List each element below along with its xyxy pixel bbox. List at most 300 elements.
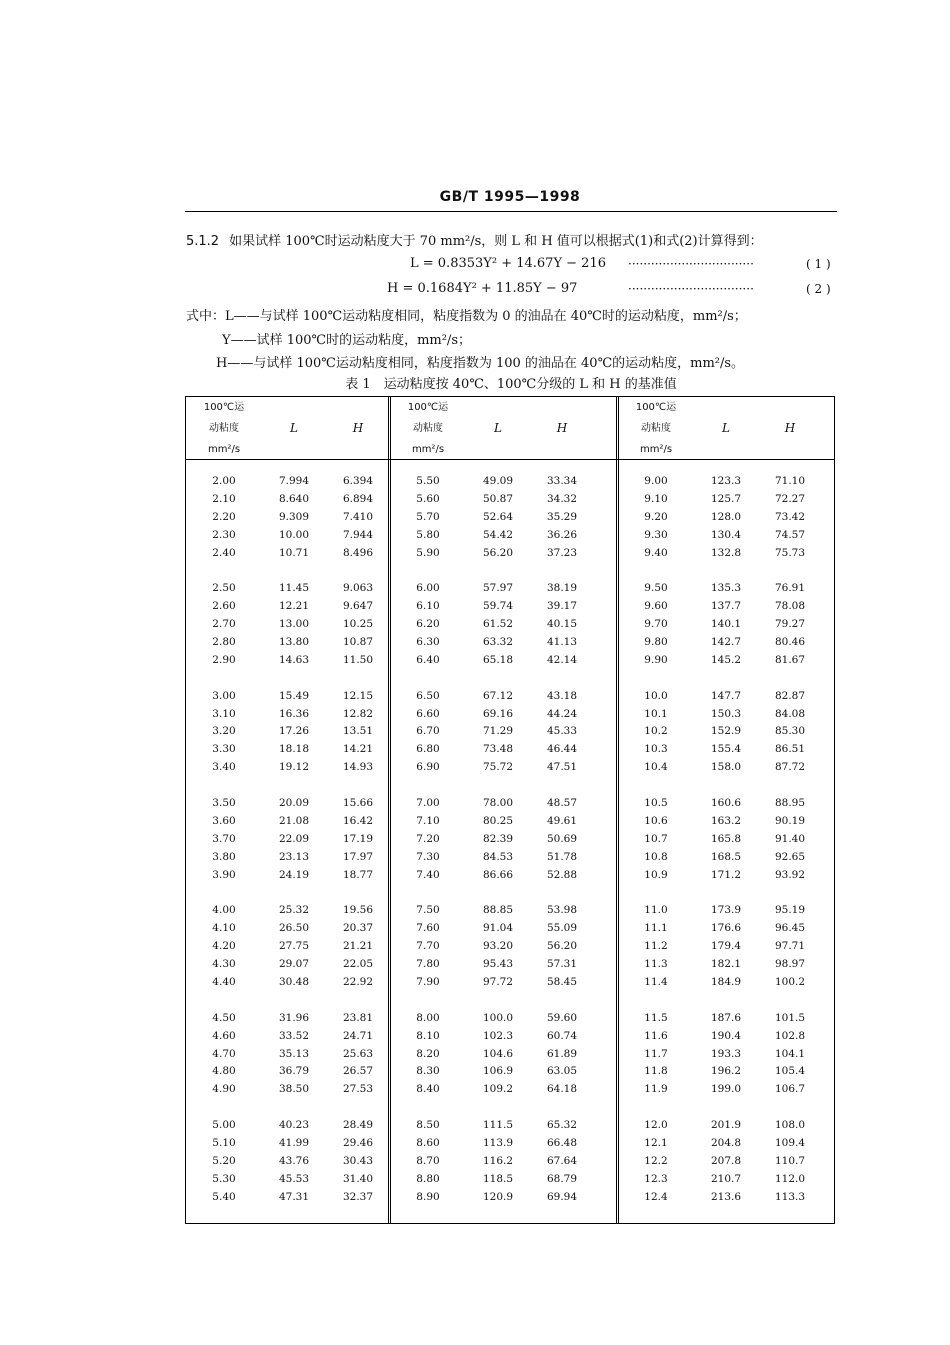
table-cell: 163.2	[710, 814, 742, 827]
table-cell: 10.5	[644, 797, 668, 810]
table-cell: 65.32	[546, 1119, 578, 1132]
table-caption: 表 1 运动粘度按 40℃、100℃分级的 L 和 H 的基准值	[345, 377, 677, 392]
table-cell: 13.51	[342, 725, 374, 738]
table-cell: 3.70	[212, 832, 236, 845]
table-cell: 12.3	[644, 1172, 668, 1185]
table-cell: 28.49	[342, 1119, 374, 1132]
table-cell: 137.7	[710, 600, 742, 613]
table-cell: 17.19	[342, 832, 374, 845]
table-cell: 2.40	[212, 546, 236, 559]
table-cell: 6.40	[416, 653, 440, 666]
table-cell: 17.26	[278, 725, 310, 738]
table-cell: 59.74	[482, 600, 514, 613]
table-cell: 27.53	[342, 1083, 374, 1096]
table-cell: 12.82	[342, 707, 374, 720]
table-cell: 91.40	[774, 832, 806, 845]
header-kv-line: 100℃运	[407, 402, 449, 413]
table-cell: 8.50	[416, 1119, 440, 1132]
table-cell: 20.09	[278, 797, 310, 810]
table-cell: 68.79	[546, 1172, 578, 1185]
table-cell: 38.50	[278, 1083, 310, 1096]
table-cell: 150.3	[710, 707, 742, 720]
table-cell: 10.6	[644, 814, 668, 827]
table-cell: 13.80	[278, 636, 310, 649]
table-cell: 80.25	[482, 814, 514, 827]
table-cell: 110.7	[774, 1154, 806, 1167]
table-cell: 3.60	[212, 814, 236, 827]
table-cell: 51.78	[546, 850, 578, 863]
table-cell: 98.97	[774, 958, 806, 971]
table-cell: 3.50	[212, 797, 236, 810]
table-cell: 19.56	[342, 904, 374, 917]
table-cell: 86.51	[774, 743, 806, 756]
table-cell: 9.309	[278, 510, 310, 523]
table-cell: 29.07	[278, 958, 310, 971]
column-v	[196, 473, 252, 1207]
table-cell: 95.43	[482, 958, 514, 971]
table-cell: 88.85	[482, 904, 514, 917]
table-cell: 8.40	[416, 1083, 440, 1096]
equation-1-leader: ·································	[628, 257, 754, 271]
table-cell: 43.76	[278, 1154, 310, 1167]
table-cell: 12.2	[644, 1154, 668, 1167]
table-cell: 4.10	[212, 922, 236, 935]
table-cell: 4.90	[212, 1083, 236, 1096]
table-cell: 10.87	[342, 636, 374, 649]
table-cell: 8.20	[416, 1047, 440, 1060]
table-cell: 49.09	[482, 475, 514, 487]
equation-2: H = 0.1684Y² + 11.85Y − 97	[387, 281, 578, 296]
table-cell: 11.6	[644, 1029, 668, 1042]
table-cell: 12.4	[644, 1190, 668, 1203]
table-cell: 12.21	[278, 600, 310, 613]
table-cell: 7.40	[416, 868, 440, 881]
table-cell: 67.12	[482, 689, 514, 702]
table-cell: 7.90	[416, 975, 440, 988]
table-cell: 73.42	[774, 510, 806, 523]
table-cell: 2.50	[212, 582, 236, 595]
table-cell: 10.0	[644, 689, 668, 702]
column-L	[696, 473, 756, 1207]
table-cell: 54.42	[482, 528, 514, 541]
table-cell: 6.894	[342, 492, 374, 505]
table-cell: 46.44	[546, 743, 578, 756]
table-cell: 123.3	[710, 475, 742, 487]
table-cell: 27.75	[278, 940, 310, 953]
table-cell: 5.70	[416, 510, 440, 523]
table-cell: 9.60	[644, 600, 668, 613]
table-cell: 11.2	[644, 940, 668, 953]
table-cell: 155.4	[710, 743, 742, 756]
table-cell: 168.5	[710, 850, 742, 863]
table-cell: 24.19	[278, 868, 310, 881]
table-cell: 33.52	[278, 1029, 310, 1042]
header-H: H	[352, 421, 364, 435]
where-line-Y: Y——试样 100℃时的运动粘度，mm²/s；	[222, 333, 471, 348]
table-cell: 4.80	[212, 1065, 236, 1078]
table-cell: 9.00	[644, 475, 668, 487]
standard-header: GB/T 1995—1998	[439, 189, 581, 205]
table-cell: 7.00	[416, 797, 440, 810]
table-cell: 199.0	[710, 1083, 742, 1096]
table-cell: 11.45	[278, 582, 310, 595]
table-cell: 35.29	[546, 510, 578, 523]
table-cell: 12.15	[342, 689, 374, 702]
table-cell: 25.63	[342, 1047, 374, 1060]
table-cell: 13.00	[278, 618, 310, 631]
table-cell: 57.31	[546, 958, 578, 971]
table-cell: 50.87	[482, 492, 514, 505]
header-kv-line: mm²/s	[411, 444, 445, 455]
table-cell: 132.8	[710, 546, 742, 559]
table-cell: 158.0	[710, 761, 742, 774]
table-cell: 61.89	[546, 1047, 578, 1060]
table-cell: 75.72	[482, 761, 514, 774]
table-cell: 61.52	[482, 618, 514, 631]
table-cell: 5.80	[416, 528, 440, 541]
table-cell: 76.91	[774, 582, 806, 595]
table-cell: 9.063	[342, 582, 374, 595]
table-cell: 65.18	[482, 653, 514, 666]
table-cell: 73.48	[482, 743, 514, 756]
table-cell: 130.4	[710, 528, 742, 541]
table-cell: 55.09	[546, 922, 578, 935]
table-cell: 9.80	[644, 636, 668, 649]
table-cell: 17.97	[342, 850, 374, 863]
table-cell: 5.10	[212, 1136, 236, 1149]
table-cell: 6.20	[416, 618, 440, 631]
table-cell: 40.15	[546, 618, 578, 631]
table-cell: 48.57	[546, 797, 578, 810]
table-cell: 75.73	[774, 546, 806, 559]
table-cell: 87.72	[774, 761, 806, 774]
table-cell: 9.30	[644, 528, 668, 541]
table-cell: 8.640	[278, 492, 310, 505]
table-cell: 7.994	[278, 475, 310, 487]
table-cell: 23.81	[342, 1011, 374, 1024]
table-cell: 109.4	[774, 1136, 806, 1149]
table-cell: 72.27	[774, 492, 806, 505]
table-cell: 52.64	[482, 510, 514, 523]
table-cell: 7.60	[416, 922, 440, 935]
table-cell: 106.7	[774, 1083, 806, 1096]
table-cell: 10.7	[644, 832, 668, 845]
table-cell: 9.40	[644, 546, 668, 559]
table-cell: 18.18	[278, 743, 310, 756]
table-cell: 120.9	[482, 1190, 514, 1203]
table-cell: 67.64	[546, 1154, 578, 1167]
column-divider	[388, 397, 391, 1223]
column-L	[468, 473, 528, 1207]
section-number: 5.1.2	[186, 234, 220, 249]
table-cell: 4.40	[212, 975, 236, 988]
table-cell: 37.23	[546, 546, 578, 559]
table-cell: 97.71	[774, 940, 806, 953]
table-cell: 9.20	[644, 510, 668, 523]
table-cell: 20.37	[342, 922, 374, 935]
table-cell: 142.7	[710, 636, 742, 649]
table-cell: 4.00	[212, 904, 236, 917]
table-cell: 12.1	[644, 1136, 668, 1149]
table-cell: 10.9	[644, 868, 668, 881]
table-cell: 140.1	[710, 618, 742, 631]
table-cell: 108.0	[774, 1119, 806, 1132]
table-cell: 63.05	[546, 1065, 578, 1078]
header-kv-line: mm²/s	[207, 444, 241, 455]
column-L	[264, 473, 324, 1207]
table-cell: 196.2	[710, 1065, 742, 1078]
table-cell: 2.60	[212, 600, 236, 613]
table-cell: 7.70	[416, 940, 440, 953]
table-cell: 4.20	[212, 940, 236, 953]
header-rule-line	[186, 459, 834, 460]
table-cell: 69.94	[546, 1190, 578, 1203]
header-L: L	[290, 421, 298, 435]
table-cell: 26.57	[342, 1065, 374, 1078]
table-cell: 74.57	[774, 528, 806, 541]
table-cell: 8.10	[416, 1029, 440, 1042]
table-cell: 105.4	[774, 1065, 806, 1078]
table-cell: 113.9	[482, 1136, 514, 1149]
table-cell: 57.97	[482, 582, 514, 595]
table-cell: 9.647	[342, 600, 374, 613]
table-cell: 43.18	[546, 689, 578, 702]
table-cell: 56.20	[546, 940, 578, 953]
table-cell: 100.2	[774, 975, 806, 988]
table-cell: 125.7	[710, 492, 742, 505]
table-cell: 56.20	[482, 546, 514, 559]
table-cell: 64.18	[546, 1083, 578, 1096]
table-cell: 41.13	[546, 636, 578, 649]
table-cell: 182.1	[710, 958, 742, 971]
table-cell: 109.2	[482, 1083, 514, 1096]
table-cell: 187.6	[710, 1011, 742, 1024]
table-cell: 25.32	[278, 904, 310, 917]
table-cell: 84.08	[774, 707, 806, 720]
table-cell: 10.4	[644, 761, 668, 774]
table-cell: 10.00	[278, 528, 310, 541]
table-cell: 104.1	[774, 1047, 806, 1060]
table-cell: 21.21	[342, 940, 374, 953]
header-kv-line: 动粘度	[413, 423, 443, 434]
header-kinematic-viscosity	[400, 397, 456, 460]
table-cell: 15.66	[342, 797, 374, 810]
table-cell: 193.3	[710, 1047, 742, 1060]
table-cell: 190.4	[710, 1029, 742, 1042]
table-cell: 102.3	[482, 1029, 514, 1042]
table-cell: 3.20	[212, 725, 236, 738]
table-cell: 82.87	[774, 689, 806, 702]
table-cell: 184.9	[710, 975, 742, 988]
table-cell: 6.60	[416, 707, 440, 720]
table-cell: 23.13	[278, 850, 310, 863]
table-cell: 145.2	[710, 653, 742, 666]
column-H	[328, 473, 388, 1207]
table-cell: 135.3	[710, 582, 742, 595]
table-cell: 160.6	[710, 797, 742, 810]
table-cell: 8.30	[416, 1065, 440, 1078]
column-divider	[616, 397, 619, 1223]
table-cell: 5.20	[212, 1154, 236, 1167]
table-cell: 4.60	[212, 1029, 236, 1042]
table-cell: 47.31	[278, 1190, 310, 1203]
table-cell: 85.30	[774, 725, 806, 738]
table-cell: 71.29	[482, 725, 514, 738]
table-cell: 66.48	[546, 1136, 578, 1149]
table-cell: 9.90	[644, 653, 668, 666]
table-cell: 41.99	[278, 1136, 310, 1149]
table-cell: 10.25	[342, 618, 374, 631]
header-rule	[185, 211, 837, 212]
table-cell: 11.7	[644, 1047, 668, 1060]
table-cell: 112.0	[774, 1172, 806, 1185]
table-cell: 6.50	[416, 689, 440, 702]
table-cell: 6.70	[416, 725, 440, 738]
table-cell: 88.95	[774, 797, 806, 810]
table-cell: 8.60	[416, 1136, 440, 1149]
table-cell: 207.8	[710, 1154, 742, 1167]
table-cell: 31.40	[342, 1172, 374, 1185]
table-cell: 26.50	[278, 922, 310, 935]
table-cell: 8.70	[416, 1154, 440, 1167]
table-cell: 179.4	[710, 940, 742, 953]
table-cell: 32.37	[342, 1190, 374, 1203]
table-cell: 14.21	[342, 743, 374, 756]
table-cell: 6.394	[342, 475, 374, 487]
table-cell: 50.69	[546, 832, 578, 845]
table-cell: 152.9	[710, 725, 742, 738]
table-cell: 4.30	[212, 958, 236, 971]
where-line-H: H——与试样 100℃运动粘度相同，粘度指数为 100 的油品在 40℃的运动粘度，mm²/s。	[216, 356, 745, 371]
table-cell: 21.08	[278, 814, 310, 827]
table-cell: 12.0	[644, 1119, 668, 1132]
column-H	[760, 473, 820, 1207]
table-cell: 11.1	[644, 922, 668, 935]
table-cell: 8.80	[416, 1172, 440, 1185]
table-cell: 101.5	[774, 1011, 806, 1024]
table-cell: 39.17	[546, 600, 578, 613]
table-cell: 111.5	[482, 1119, 514, 1132]
table-cell: 45.53	[278, 1172, 310, 1185]
table-cell: 36.26	[546, 528, 578, 541]
table-cell: 11.5	[644, 1011, 668, 1024]
table-cell: 34.32	[546, 492, 578, 505]
table-cell: 93.20	[482, 940, 514, 953]
table-cell: 96.45	[774, 922, 806, 935]
table-cell: 30.43	[342, 1154, 374, 1167]
table-cell: 6.00	[416, 582, 440, 595]
table-cell: 10.3	[644, 743, 668, 756]
table-cell: 4.50	[212, 1011, 236, 1024]
table-cell: 84.53	[482, 850, 514, 863]
table-cell: 31.96	[278, 1011, 310, 1024]
table-cell: 8.90	[416, 1190, 440, 1203]
table-cell: 24.71	[342, 1029, 374, 1042]
table-cell: 10.71	[278, 546, 310, 559]
table-cell: 78.00	[482, 797, 514, 810]
table-cell: 3.00	[212, 689, 236, 702]
table-cell: 9.70	[644, 618, 668, 631]
table-cell: 6.90	[416, 761, 440, 774]
table-cell: 82.39	[482, 832, 514, 845]
table-cell: 173.9	[710, 904, 742, 917]
table-cell: 4.70	[212, 1047, 236, 1060]
table-cell: 14.63	[278, 653, 310, 666]
equation-2-leader: ·································	[628, 282, 754, 296]
table-cell: 6.30	[416, 636, 440, 649]
table-cell: 78.08	[774, 600, 806, 613]
table-cell: 3.40	[212, 761, 236, 774]
table-cell: 22.09	[278, 832, 310, 845]
header-L: L	[722, 421, 730, 435]
table-cell: 5.00	[212, 1119, 236, 1132]
table-cell: 33.34	[546, 475, 578, 487]
table-cell: 7.50	[416, 904, 440, 917]
table-cell: 7.410	[342, 510, 374, 523]
header-kinematic-viscosity	[196, 397, 252, 460]
table-cell: 97.72	[482, 975, 514, 988]
table-cell: 10.1	[644, 707, 668, 720]
table-cell: 176.6	[710, 922, 742, 935]
table-cell: 15.49	[278, 689, 310, 702]
table-cell: 10.8	[644, 850, 668, 863]
table-cell: 63.32	[482, 636, 514, 649]
table-cell: 2.20	[212, 510, 236, 523]
table-cell: 213.6	[710, 1190, 742, 1203]
table-cell: 29.46	[342, 1136, 374, 1149]
table-cell: 147.7	[710, 689, 742, 702]
table-cell: 14.93	[342, 761, 374, 774]
table-cell: 102.8	[774, 1029, 806, 1042]
table-cell: 3.30	[212, 743, 236, 756]
table-cell: 49.61	[546, 814, 578, 827]
table-cell: 90.19	[774, 814, 806, 827]
table-cell: 69.16	[482, 707, 514, 720]
table-cell: 91.04	[482, 922, 514, 935]
column-H	[532, 473, 592, 1207]
header-kv-line: 100℃运	[635, 402, 677, 413]
table-cell: 7.30	[416, 850, 440, 863]
table-cell: 3.90	[212, 868, 236, 881]
table-cell: 2.80	[212, 636, 236, 649]
table-cell: 86.66	[482, 868, 514, 881]
table-cell: 44.24	[546, 707, 578, 720]
table-cell: 10.2	[644, 725, 668, 738]
table-cell: 71.10	[774, 475, 806, 487]
header-kv-line: 100℃运	[203, 402, 245, 413]
table-cell: 204.8	[710, 1136, 742, 1149]
table-cell: 5.90	[416, 546, 440, 559]
table-cell: 5.60	[416, 492, 440, 505]
table-cell: 7.10	[416, 814, 440, 827]
table-cell: 81.67	[774, 653, 806, 666]
table-cell: 6.80	[416, 743, 440, 756]
header-kv-line: 动粘度	[641, 423, 671, 434]
table-cell: 11.8	[644, 1065, 668, 1078]
equation-2-number: ( 2 )	[806, 282, 831, 296]
table-cell: 2.00	[212, 475, 236, 487]
table-cell: 35.13	[278, 1047, 310, 1060]
table-cell: 113.3	[774, 1190, 806, 1203]
table-cell: 42.14	[546, 653, 578, 666]
table-cell: 104.6	[482, 1047, 514, 1060]
table-cell: 22.92	[342, 975, 374, 988]
table-cell: 38.19	[546, 582, 578, 595]
table-cell: 18.77	[342, 868, 374, 881]
table-cell: 16.42	[342, 814, 374, 827]
equation-1-number: ( 1 )	[806, 257, 831, 271]
header-kv-line: mm²/s	[639, 444, 673, 455]
